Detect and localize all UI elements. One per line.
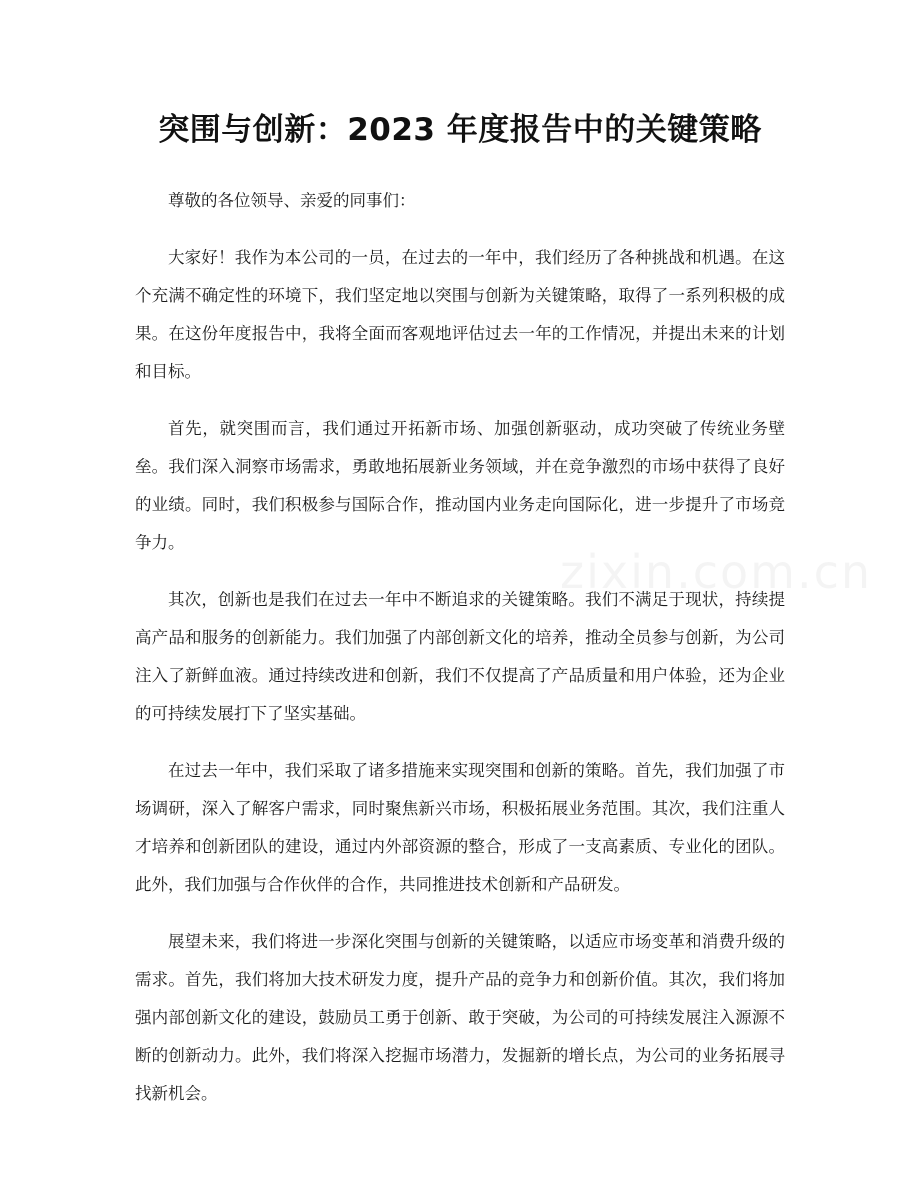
paragraph: 其次，创新也是我们在过去一年中不断追求的关键策略。我们不满足于现状，持续提高产品和服务的创新能力。我们加强了内部创新文化的培养，推动全员参与创新，为公司注入了新鲜血液。通过持续改进和创新，我们不仅提高了产品质量和用户体验，还为企业的可持续发展打下了坚实基础。 (135, 590, 785, 723)
document-title: 突围与创新：2023 年度报告中的关键策略 (158, 112, 762, 148)
paragraph: 在过去一年中，我们采取了诸多措施来实现突围和创新的策略。首先，我们加强了市场调研，深入了解客户需求，同时聚焦新兴市场，积极拓展业务范围。其次，我们注重人才培养和创新团队的建设，通过内外部资源的整合，形成了一支高素质、专业化的团队。此外，我们加强与合作伙伴的合作，共同推进技术创新和产品研发。 (135, 761, 785, 894)
salutation: 尊敬的各位领导、亲爱的同事们： (168, 191, 416, 210)
paragraph: 大家好！我作为本公司的一员，在过去的一年中，我们经历了各种挑战和机遇。在这个充满不确定性的环境下，我们坚定地以突围与创新为关键策略，取得了一系列积极的成果。在这份年度报告中，我将全面而客观地评估过去一年的工作情况，并提出未来的计划和目标。 (135, 248, 785, 381)
paragraph: 首先，就突围而言，我们通过开拓新市场、加强创新驱动，成功突破了传统业务壁垒。我们深入洞察市场需求，勇敢地拓展新业务领域，并在竞争激烈的市场中获得了良好的业绩。同时，我们积极参与国际合作，推动国内业务走向国际化，进一步提升了市场竞争力。 (135, 419, 785, 552)
document-body (135, 182, 785, 1132)
paragraph: 展望未来，我们将进一步深化突围与创新的关键策略，以适应市场变革和消费升级的需求。首先，我们将加大技术研发力度，提升产品的竞争力和创新价值。其次，我们将加强内部创新文化的建设，鼓励员工勇于创新、敢于突破，为公司的可持续发展注入源源不断的创新动力。此外，我们将深入挖掘市场潜力，发掘新的增长点，为公司的业务拓展寻找新机会。 (135, 932, 785, 1103)
